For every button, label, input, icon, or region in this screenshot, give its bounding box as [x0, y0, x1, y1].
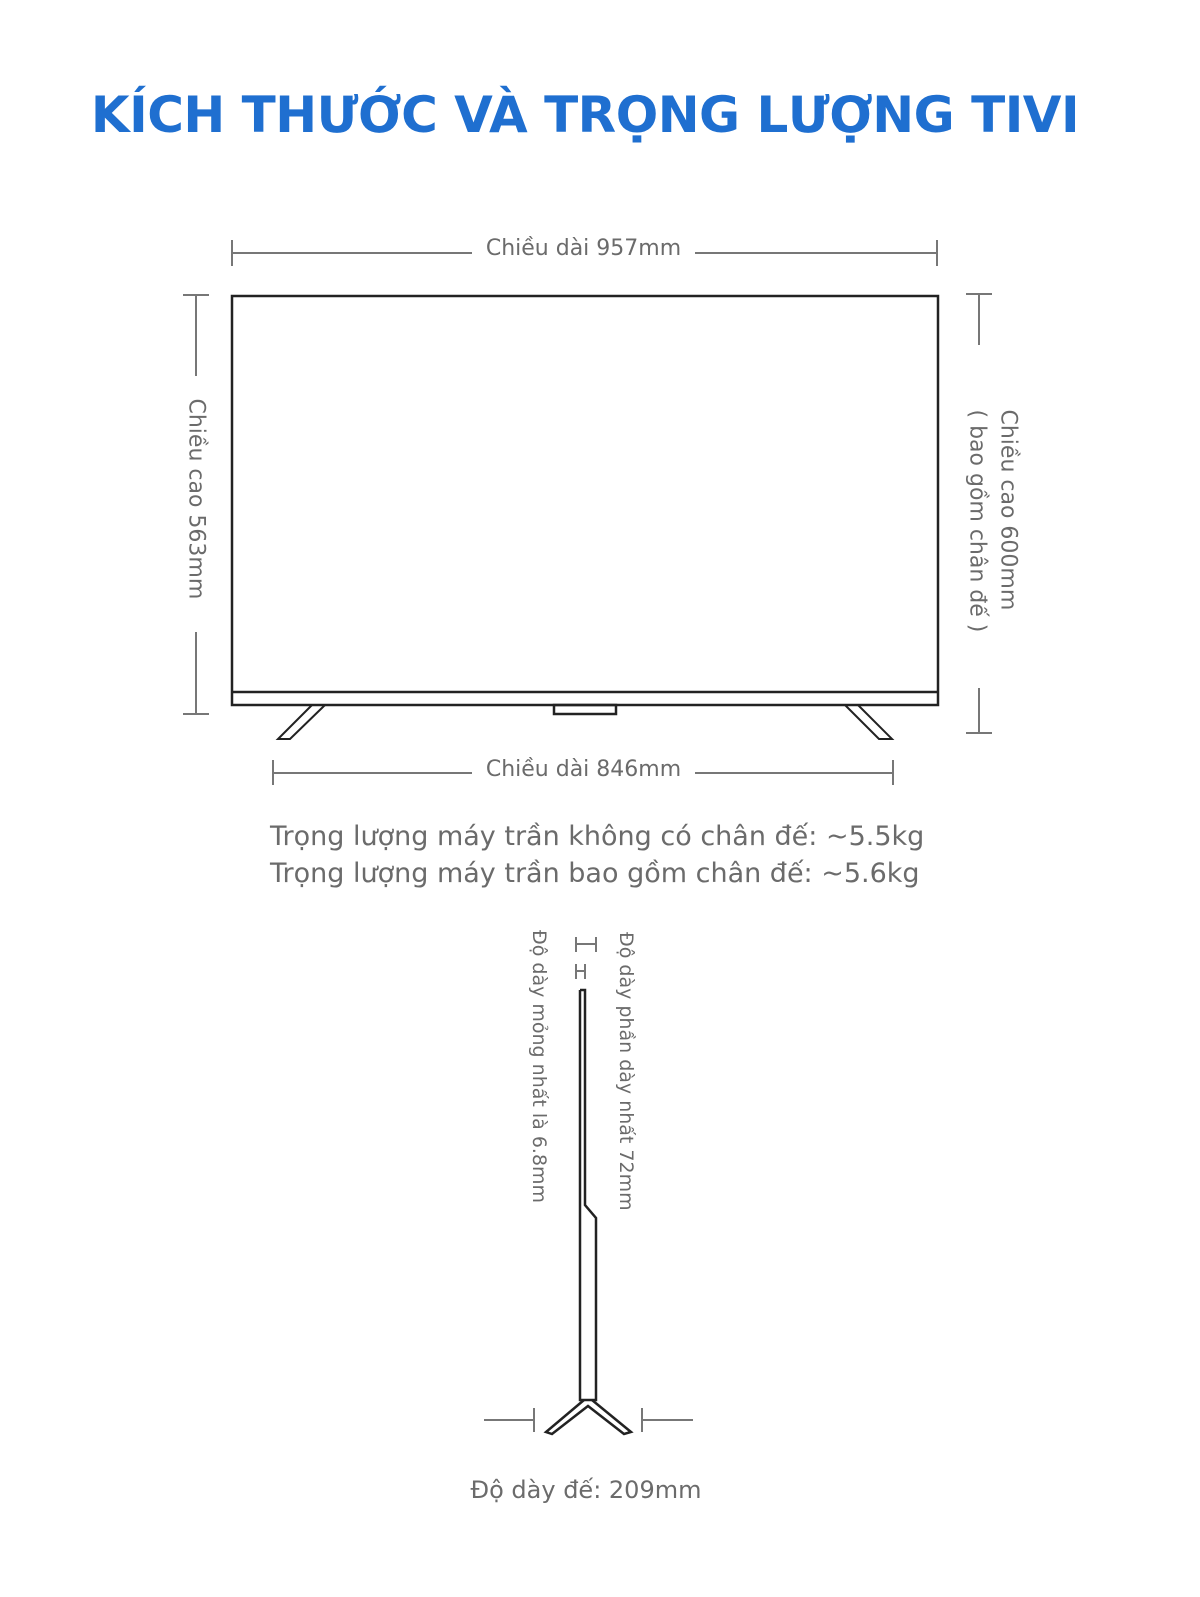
height-label: Chiều cao 563mm [183, 398, 209, 600]
weight-without-stand: Trọng lượng máy trần không có chân đế: ~5.5kg [270, 821, 925, 852]
thickest-thickness-label: Độ dày phần dày nhất 72mm [615, 932, 637, 1211]
thinnest-thickness-label: Độ dày mỏng nhất là 6.8mm [528, 930, 550, 1204]
tv-stand-legs [278, 705, 892, 739]
height-with-stand-label: Chiều cao 600mm [995, 409, 1021, 611]
height-with-stand-note: ( bao gồm chân đế ) [964, 409, 990, 633]
page-title: KÍCH THƯỚC VÀ TRỌNG LƯỢNG TIVI [90, 86, 1080, 144]
width-label: Chiều dài 957mm [485, 236, 682, 261]
stand-width-label: Chiều dài 846mm [485, 757, 682, 782]
weights-block [270, 818, 970, 892]
thickness-markers [576, 937, 596, 979]
stand-depth-markers [484, 1408, 693, 1432]
tv-front-outline [232, 296, 938, 714]
weight-with-stand: Trọng lượng máy trần bao gồm chân đế: ~5.6kg [270, 858, 920, 889]
stand-depth-label: Độ dày đế: 209mm [470, 1476, 702, 1504]
